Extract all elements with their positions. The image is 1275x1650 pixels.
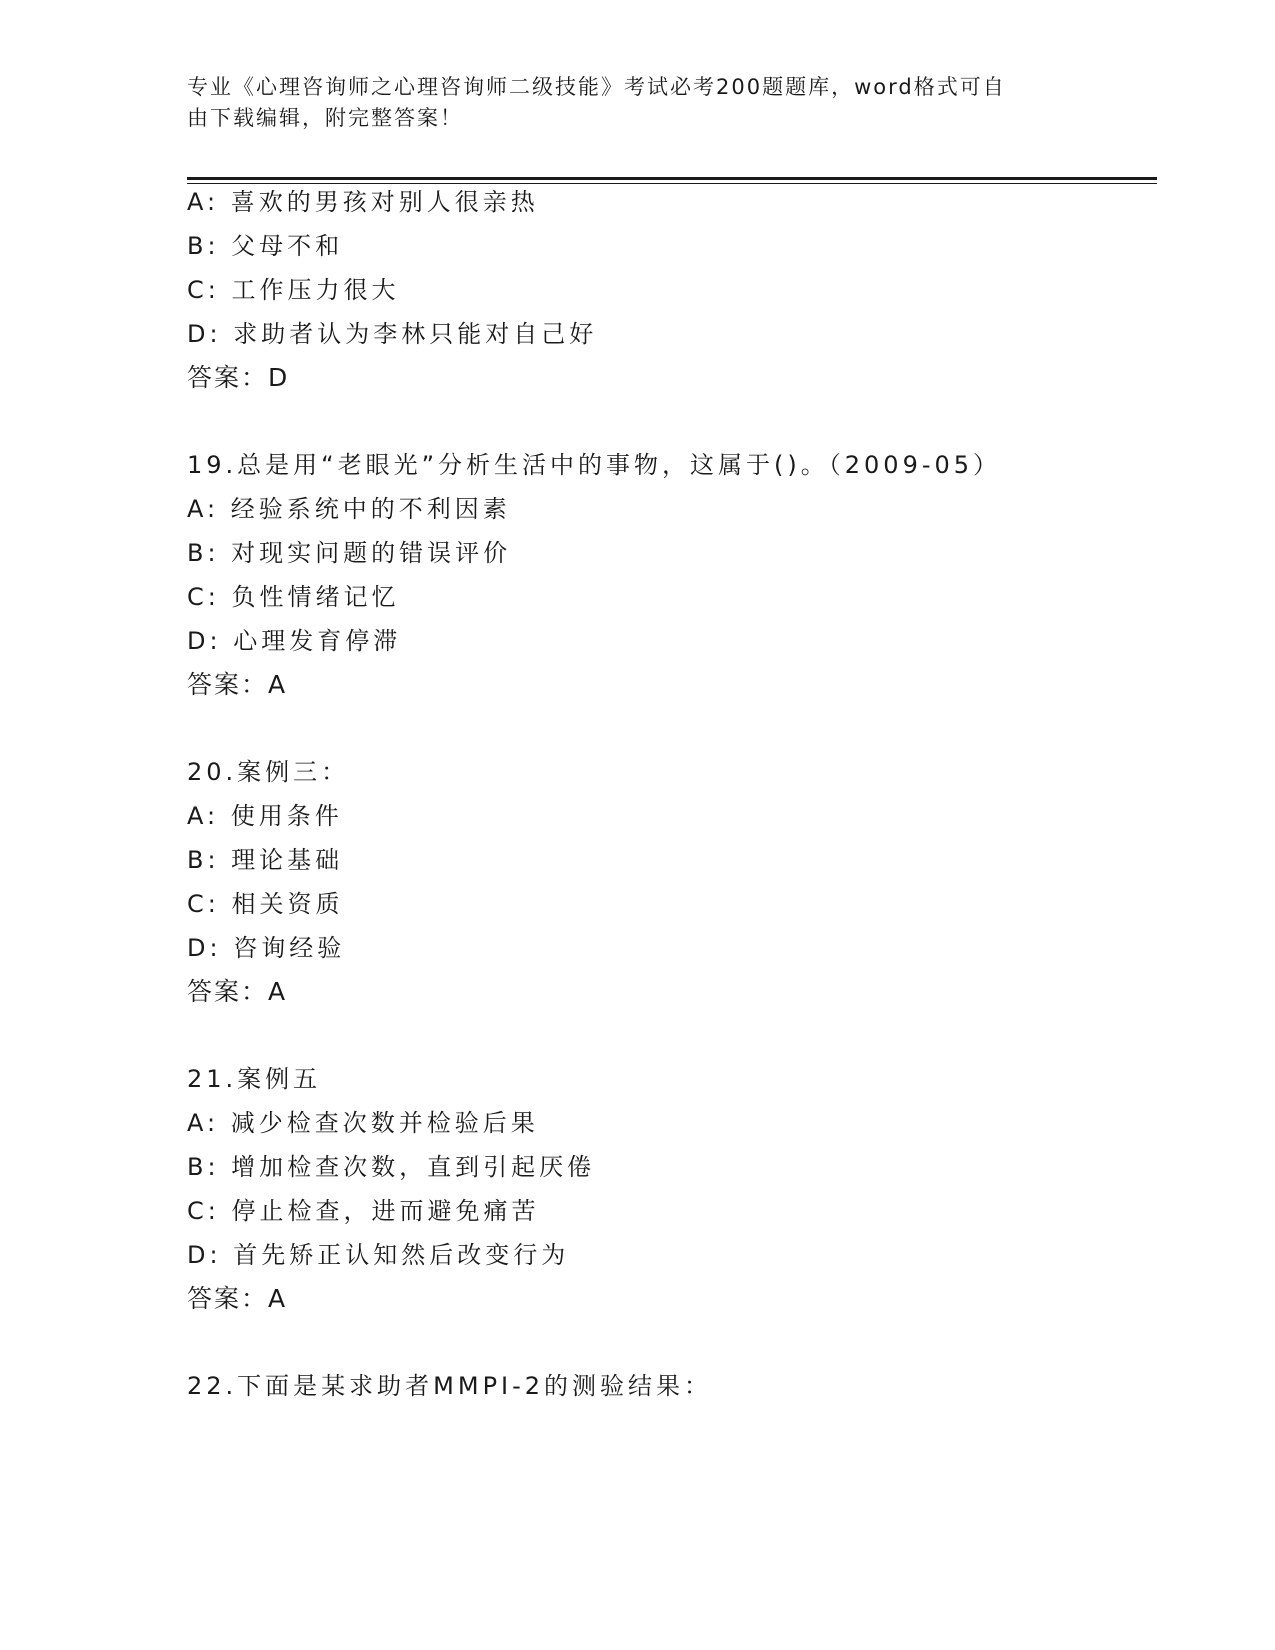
q19-option-a: A: 经验系统中的不利因素 <box>187 495 511 523</box>
q21-option-a: A: 减少检查次数并检验后果 <box>187 1109 539 1137</box>
q18-option-b: B: 父母不和 <box>187 232 344 260</box>
q21-option-b: B: 增加检查次数，直到引起厌倦 <box>187 1153 596 1181</box>
q20-option-c: C: 相关资质 <box>187 890 344 918</box>
q19-option-d: D: 心理发育停滞 <box>187 627 402 655</box>
q19-option-c: C: 负性情绪记忆 <box>187 583 400 611</box>
q22-question: 22.下面是某求助者MMPI-2的测验结果： <box>187 1372 713 1400</box>
header-line-1: 专业《心理咨询师之心理咨询师二级技能》考试必考200题题库，word格式可自 <box>187 75 1006 99</box>
header-divider-thin <box>187 183 1157 184</box>
header-line-2: 由下载编辑，附完整答案！ <box>187 106 463 130</box>
q18-answer: 答案：D <box>187 363 290 392</box>
q18-option-a: A: 喜欢的男孩对别人很亲热 <box>187 188 539 216</box>
q19-answer: 答案：A <box>187 670 288 699</box>
q21-answer: 答案：A <box>187 1284 288 1313</box>
q21-question: 21.案例五 <box>187 1065 322 1093</box>
document-header <box>187 72 1067 134</box>
q20-answer: 答案：A <box>187 977 288 1006</box>
q19-question: 19.总是用“老眼光”分析生活中的事物，这属于()。（2009-05） <box>187 451 1002 479</box>
header-divider-thick <box>187 177 1157 180</box>
q20-question: 20.案例三： <box>187 758 350 786</box>
q21-option-c: C: 停止检查，进而避免痛苦 <box>187 1197 540 1225</box>
q21-option-d: D: 首先矫正认知然后改变行为 <box>187 1241 570 1269</box>
q19-option-b: B: 对现实问题的错误评价 <box>187 539 512 567</box>
q20-option-a: A: 使用条件 <box>187 802 343 830</box>
q20-option-d: D: 咨询经验 <box>187 934 346 962</box>
q20-option-b: B: 理论基础 <box>187 846 344 874</box>
q18-option-c: C: 工作压力很大 <box>187 276 400 304</box>
q18-option-d: D: 求助者认为李林只能对自己好 <box>187 320 598 348</box>
